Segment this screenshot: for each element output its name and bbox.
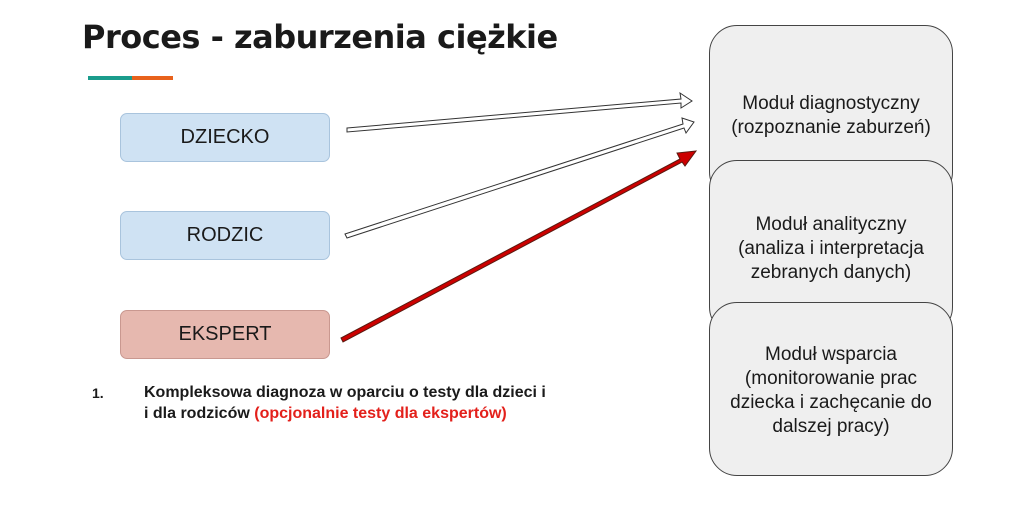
source-label: DZIECKO bbox=[180, 126, 270, 148]
note-highlight: (opcjonalnie testy dla ekspertów) bbox=[254, 405, 507, 422]
page-title: Proces - zaburzenia ciężkie bbox=[82, 18, 558, 56]
module-line: dalszej pracy) bbox=[772, 416, 890, 437]
note-line-2: i dla rodziców bbox=[144, 405, 255, 422]
arrow-rodzic-to-diagnostic bbox=[345, 118, 694, 238]
module-line: (monitorowanie prac bbox=[744, 368, 918, 389]
module-line: Moduł analityczny bbox=[755, 214, 907, 235]
source-ekspert bbox=[120, 310, 330, 359]
module-line: (rozpoznanie zaburzeń) bbox=[731, 117, 931, 138]
arrow-dziecko-to-diagnostic bbox=[347, 93, 692, 132]
note-line-1: Kompleksowa diagnoza w oparciu o testy dla dzieci i bbox=[144, 384, 546, 401]
module-line: dziecka i zachęcanie do bbox=[730, 392, 932, 413]
note-number: 1. bbox=[92, 385, 104, 401]
source-label: RODZIC bbox=[186, 224, 264, 246]
source-dziecko bbox=[120, 113, 330, 162]
module-line: Moduł diagnostyczny bbox=[742, 93, 920, 114]
source-label: EKSPERT bbox=[178, 323, 272, 345]
module-line: Moduł wsparcia bbox=[765, 344, 897, 365]
module-line: zebranych danych) bbox=[750, 262, 912, 283]
source-rodzic bbox=[120, 211, 330, 260]
module-support bbox=[709, 302, 953, 476]
module-line: (analiza i interpretacja bbox=[738, 238, 924, 259]
note-text bbox=[144, 382, 604, 424]
